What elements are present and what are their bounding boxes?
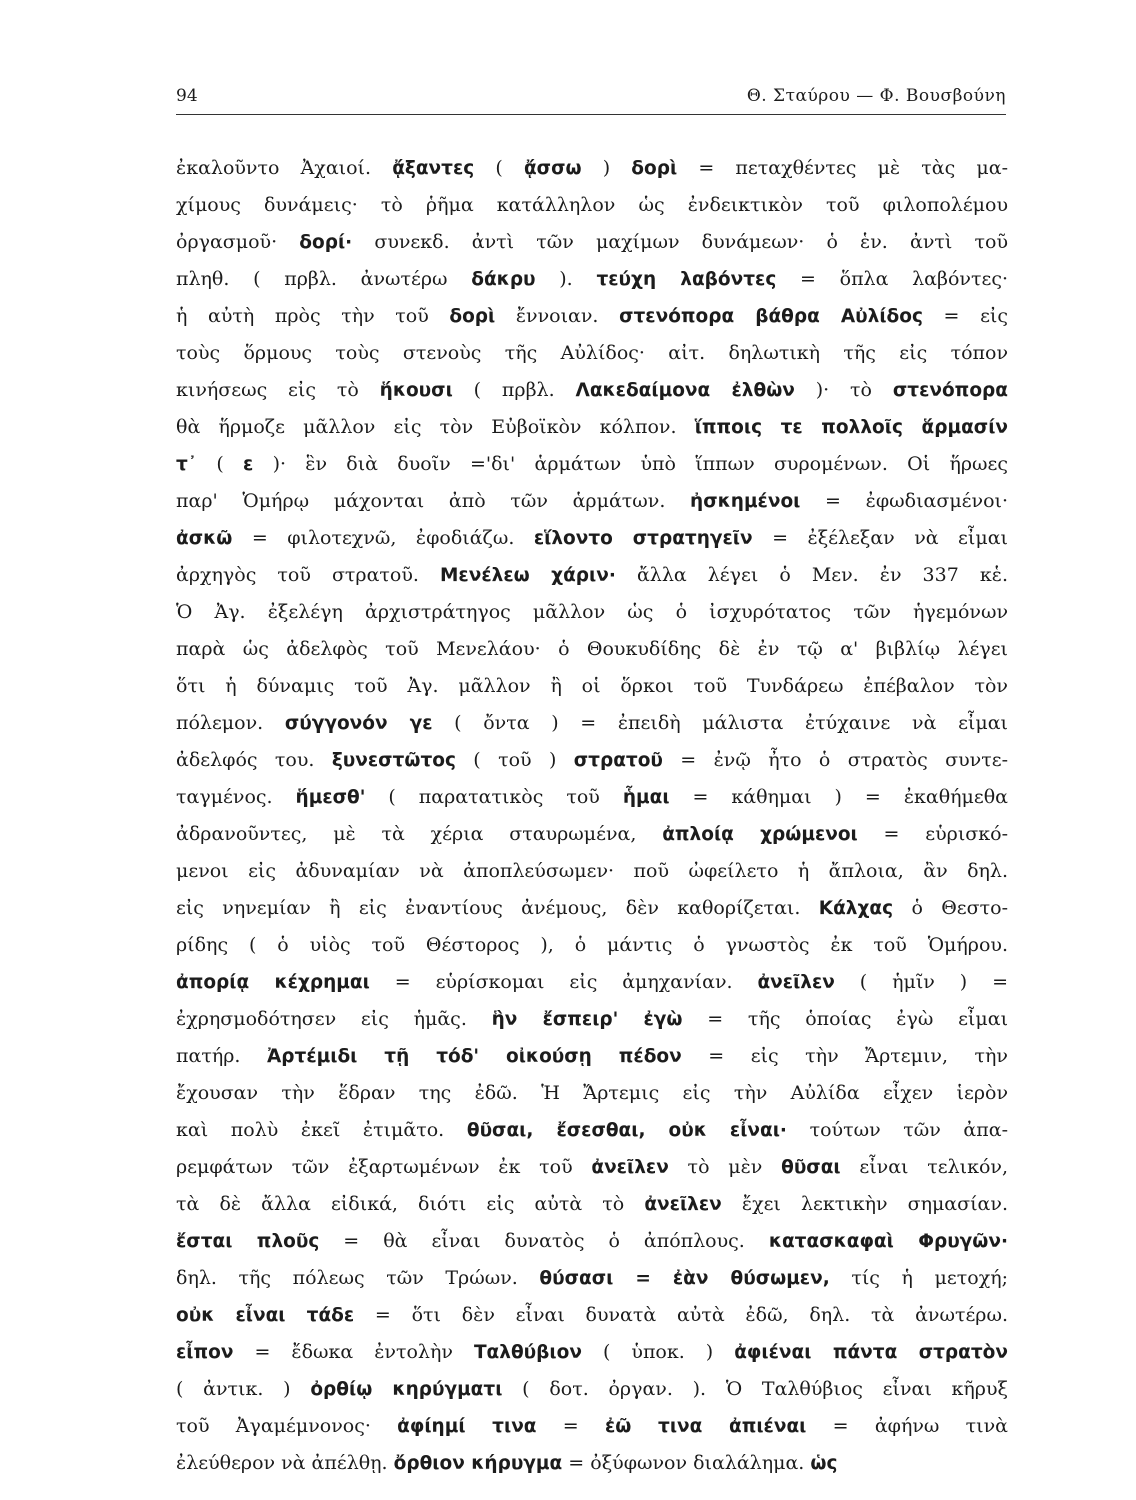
bold-term: ἀφίημί τινα [397, 1416, 537, 1437]
text-segment: = ἔδωκα ἐντολὴν [233, 1341, 474, 1363]
bold-term: θῦσαι [781, 1157, 841, 1178]
text-segment: εἶναι τελικόν, [840, 1156, 1009, 1178]
bold-term: ἀσκῶ [176, 528, 233, 549]
text-segment: χίμους δυνάμεις· τὸ ῥῆμα κατάλληλον ὡς ἐνδεικτικὸν τοῦ φιλοπολέμου [176, 194, 1008, 216]
text-segment: ταγμένος. [176, 786, 296, 808]
text-segment: τούτων τῶν ἀπα- [786, 1119, 1008, 1141]
text-segment: = ὀξύφωνον διαλάλημα. [562, 1452, 811, 1474]
bold-term: ᾄσσω [523, 158, 582, 179]
bold-term: δορὶ [631, 158, 678, 179]
text-segment: ὀργασμοῦ· [176, 231, 300, 253]
text-segment: ἔννοιαν. [495, 305, 620, 327]
text-segment: πατήρ. [176, 1045, 267, 1067]
text-segment: = πεταχθέντες μὲ τὰς μα- [677, 157, 1008, 179]
text-line [176, 1001, 1008, 1038]
text-segment: ἀδελφός του. [176, 749, 332, 771]
text-line [176, 1371, 1008, 1408]
text-segment: ( [197, 453, 243, 475]
bold-term: εἶπον [176, 1342, 234, 1363]
text-line [176, 1334, 1008, 1371]
text-segment: συνεκδ. ἀντὶ τῶν μαχίμων δυνάμεων· ὁ ἑν. ἀντὶ τοῦ [352, 231, 1008, 253]
text-line [176, 594, 1008, 631]
text-line [176, 927, 1008, 964]
text-line [176, 1038, 1008, 1075]
bold-term: ἣν ἔσπειρ' ἐγὼ [491, 1009, 683, 1030]
text-line [176, 520, 1008, 557]
text-segment: μενοι εἰς ἀδυναμίαν νὰ ἀποπλεύσωμεν· ποῦ ὠφείλετο ἡ ἄπλοια, ἂν δηλ. [176, 860, 1008, 882]
bold-term: ἧμαι [622, 787, 670, 808]
text-line [176, 668, 1008, 705]
text-segment: ( δοτ. ὀργαν. ). Ὁ Ταλθύβιος εἶναι κῆρυξ [502, 1378, 1008, 1400]
bold-term: ἀνεῖλεν [644, 1194, 722, 1215]
text-line [176, 1260, 1008, 1297]
bold-term: κατασκαφαὶ Φρυγῶν· [768, 1231, 1008, 1252]
text-segment: ( ὄντα ) = ἐπειδὴ μάλιστα ἐτύχαινε νὰ εἶμαι [432, 712, 1008, 734]
text-line [176, 298, 1008, 335]
text-line [176, 853, 1008, 890]
text-segment: ( ἀντικ. ) [176, 1378, 311, 1400]
bold-term: θύσασι = ἐὰν θύσωμεν, [539, 1268, 830, 1289]
text-segment: τὰ δὲ ἄλλα εἰδικά, διότι εἰς αὐτὰ τὸ [176, 1193, 645, 1215]
text-segment: ἡ αὐτὴ πρὸς τὴν τοῦ [176, 305, 450, 327]
text-segment: )· τὸ [794, 379, 893, 401]
running-head: Θ. Σταύρου — Φ. Βουσβούνη [746, 86, 1006, 106]
text-line [176, 1223, 1008, 1260]
text-segment: ἀδρανοῦντες, μὲ τὰ χέρια σταυρωμένα, [176, 823, 663, 845]
text-line [176, 1112, 1008, 1149]
text-line [176, 1408, 1008, 1445]
text-line [176, 335, 1008, 372]
text-line [176, 631, 1008, 668]
text-segment: = εἰς τὴν Ἄρτεμιν, τὴν [681, 1045, 1008, 1067]
bold-term: ὄρθιον κήρυγμα [393, 1453, 563, 1474]
bold-term: στενόπορα [892, 380, 1008, 401]
text-segment: )· ἓν διὰ δυοῖν ='δι' ἁρμάτων ὑπὸ ἵππων συρομένων. Οἱ ἥρωες [253, 453, 1008, 475]
bold-term: ἔσται πλοῦς [176, 1231, 320, 1252]
text-segment: τίς ἡ μετοχή; [829, 1267, 1008, 1289]
text-segment: δηλ. τῆς πόλεως τῶν Τρώων. [176, 1267, 540, 1289]
text-segment: ( παρατατικὸς τοῦ [365, 786, 623, 808]
text-line [176, 557, 1008, 594]
text-line [176, 409, 1008, 446]
bold-term: δορί· [299, 232, 353, 253]
text-segment: ( ἡμῖν ) = [834, 971, 1008, 993]
bold-term: στενόπορα βάθρα Αὐλίδος [619, 306, 923, 327]
bold-term: Κάλχας [818, 898, 894, 919]
text-line [176, 1149, 1008, 1186]
text-segment: = θὰ εἶναι δυνατὸς ὁ ἀπόπλους. [319, 1230, 769, 1252]
text-segment: ἔχει λεκτικὴν σημασίαν. [721, 1193, 1008, 1215]
text-segment: Ὁ Ἀγ. ἐξελέγη ἀρχιστράτηγος μᾶλλον ὡς ὁ ἰσχυρότατος τῶν ἡγεμόνων [176, 601, 1008, 623]
bold-term: Μενέλεω χάριν· [440, 565, 616, 586]
text-line [176, 483, 1008, 520]
text-segment: ἐκαλοῦντο Ἀχαιοί. [176, 157, 393, 179]
text-segment: = τῆς ὁποίας ἐγὼ εἶμαι [682, 1008, 1009, 1030]
body-text [176, 150, 1008, 1482]
text-segment: = ἐνῷ ἦτο ὁ στρατὸς συντε- [662, 749, 1009, 771]
text-segment: = εὑρίσκομαι εἰς ἀμηχανίαν. [369, 971, 758, 993]
text-segment: ἔχουσαν τὴν ἕδραν της ἐδῶ. Ἡ Ἄρτεμις εἰς τὴν Αὐλίδα εἶχεν ἱερὸν [176, 1082, 1008, 1104]
text-segment: ἐλεύθερον νὰ ἀπέλθῃ. [176, 1452, 394, 1474]
text-line [176, 1445, 1008, 1482]
text-line [176, 1075, 1008, 1112]
bold-term: Ἀρτέμιδι τῇ τόδ' οἰκούσῃ πέδον [266, 1046, 682, 1067]
text-segment: = ἀφήνω τινὰ [806, 1415, 1008, 1437]
text-line [176, 1186, 1008, 1223]
text-line [176, 705, 1008, 742]
bold-term: ἀνεῖλεν [591, 1157, 669, 1178]
text-segment: παρὰ ὡς ἀδελφὸς τοῦ Μενελάου· ὁ Θουκυδίδης δὲ ἐν τῷ α' βιβλίῳ λέγει [176, 638, 1008, 660]
text-segment: ). [535, 268, 597, 290]
bold-term: Ταλθύβιον [473, 1342, 582, 1363]
text-line [176, 261, 1008, 298]
text-line [176, 1297, 1008, 1334]
text-segment: = [536, 1415, 605, 1437]
bold-term: δάκρυ [471, 269, 536, 290]
text-segment: = εἰς [922, 305, 1009, 327]
text-line [176, 890, 1008, 927]
page-header [176, 84, 1006, 115]
text-segment: ) [581, 157, 632, 179]
text-segment: τοὺς ὅρμους τοὺς στενοὺς τῆς Αὐλίδος· αἰτ. δηλωτικὴ τῆς εἰς τόπον [176, 342, 1008, 364]
bold-term: τ᾽ [176, 454, 198, 475]
bold-term: τεύχη λαβόντες [596, 269, 777, 290]
text-segment: = εὑρισκό- [857, 823, 1008, 845]
bold-term: ἥμεσθ' [295, 787, 366, 808]
bold-term: ἥκουσι [379, 380, 453, 401]
text-segment: καὶ πολὺ ἐκεῖ ἐτιμᾶτο. [176, 1119, 467, 1141]
bold-term: ᾄξαντες [392, 158, 475, 179]
text-line [176, 779, 1008, 816]
bold-term: ἠσκημένοι [690, 491, 801, 512]
text-segment: = ἐφωδιασμένοι· [800, 490, 1008, 512]
bold-term: ἀπορίᾳ κέχρημαι [176, 972, 370, 993]
bold-term: ὡς [810, 1453, 838, 1474]
text-segment: ρίδης ( ὁ υἱὸς τοῦ Θέστορος ), ὁ μάντις ὁ γνωστὸς ἐκ τοῦ Ὁμήρου. [176, 934, 1008, 956]
text-segment: = ἐξέλεξαν νὰ εἶμαι [752, 527, 1008, 549]
bold-term: ἀπλοίᾳ χρώμενοι [662, 824, 858, 845]
text-segment: ( [474, 157, 524, 179]
text-line [176, 187, 1008, 224]
text-line [176, 372, 1008, 409]
bold-term: δορὶ [449, 306, 496, 327]
text-segment: πληθ. ( πρβλ. ἀνωτέρω [176, 268, 472, 290]
text-segment: = κάθημαι ) = ἐκαθήμεθα [669, 786, 1009, 808]
text-line [176, 224, 1008, 261]
bold-term: ἐῶ τινα ἀπιέναι [604, 1416, 807, 1437]
text-segment: = ὅπλα λαβόντες· [776, 268, 1009, 290]
bold-term: θῦσαι, ἔσεσθαι, οὐκ εἶναι· [466, 1120, 787, 1141]
text-segment: ἐχρησμοδότησεν εἰς ἡμᾶς. [176, 1008, 492, 1030]
text-line [176, 964, 1008, 1001]
text-segment: τὸ μὲν [668, 1156, 782, 1178]
bold-term: ε [243, 454, 254, 475]
text-line [176, 742, 1008, 779]
page-number: 94 [176, 86, 198, 106]
text-segment: θὰ ἥρμοζε μᾶλλον εἰς τὸν Εὐβοϊκὸν κόλπον. [176, 416, 695, 438]
text-segment: ( ὑποκ. ) [581, 1341, 735, 1363]
text-segment: τοῦ Ἀγαμέμνονος· [176, 1415, 398, 1437]
text-segment: = φιλοτεχνῶ, ἐφοδιάζω. [232, 527, 534, 549]
text-line [176, 150, 1008, 187]
bold-term: ἀφιέναι πάντα στρατὸν [734, 1342, 1008, 1363]
bold-term: ἵπποις τε πολλοῖς ἅρμασίν [694, 417, 1009, 438]
text-segment: ἄλλα λέγει ὁ Μεν. ἐν 337 κἑ. [615, 564, 1008, 586]
text-segment: εἰς νηνεμίαν ἢ εἰς ἐναντίους ἀνέμους, δὲν καθορίζεται. [176, 897, 819, 919]
bold-term: σύγγονόν γε [284, 713, 433, 734]
text-segment: πόλεμον. [176, 712, 285, 734]
bold-term: οὐκ εἶναι τάδε [176, 1305, 355, 1326]
text-segment: ὅτι ἡ δύναμις τοῦ Ἀγ. μᾶλλον ἢ οἱ ὅρκοι τοῦ Τυνδάρεω ἐπέβαλον τὸν [176, 675, 1008, 697]
bold-term: ἀνεῖλεν [757, 972, 835, 993]
text-segment: ρεμφάτων τῶν ἐξαρτωμένων ἐκ τοῦ [176, 1156, 592, 1178]
text-segment: κινήσεως εἰς τὸ [176, 379, 380, 401]
bold-term: εἵλοντο στρατηγεῖν [533, 528, 753, 549]
bold-term: Λακεδαίμονα ἐλθὼν [575, 380, 795, 401]
text-line [176, 816, 1008, 853]
bold-term: ξυνεστῶτος [331, 750, 456, 771]
text-segment: = ὅτι δὲν εἶναι δυνατὰ αὐτὰ ἐδῶ, δηλ. τὰ ἀνωτέρω. [354, 1304, 1008, 1326]
bold-term: στρατοῦ [573, 750, 663, 771]
text-segment: ὁ Θεστο- [893, 897, 1008, 919]
text-segment: ( πρβλ. [452, 379, 576, 401]
text-segment: ( τοῦ ) [455, 749, 574, 771]
text-segment: παρ' Ὁμήρῳ μάχονται ἀπὸ τῶν ἁρμάτων. [176, 490, 691, 512]
text-line [176, 446, 1008, 483]
text-segment: ἀρχηγὸς τοῦ στρατοῦ. [176, 564, 441, 586]
bold-term: ὀρθίῳ κηρύγματι [310, 1379, 503, 1400]
